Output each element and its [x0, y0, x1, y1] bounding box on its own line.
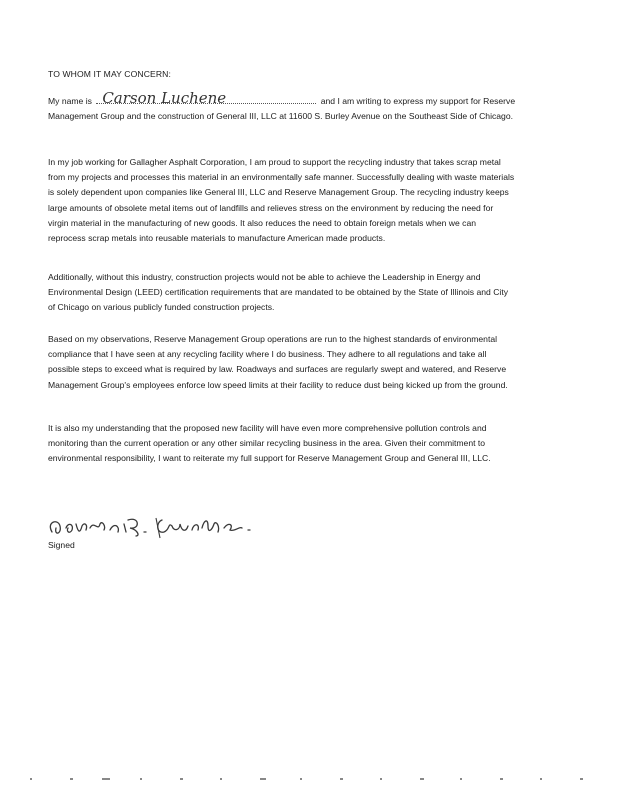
intro-prefix: My name is: [48, 96, 92, 106]
paragraph-understanding: It is also my understanding that the proposed new facility will have even more comprehensive pollution controls and monitoring than the current operation or any other similar recycling business in the area. Given their commitment to environmental responsibility, I want to reiterate my full support for Reserve Management Group and General III, LLC.: [48, 423, 491, 464]
intro-paragraph: [48, 88, 516, 124]
signature-scrawl: [44, 512, 284, 542]
paragraph-observations: Based on my observations, Reserve Management Group operations are run to the highest standards of environmental compliance that I have seen at any recycling facility where I do business. They adhere to all regulations and take all possible steps to exceed what is required by law. Roadways and surfaces are regularly swept and watered, and Reserve Management Group's employees enforce low speed limits at their facility to reduce dust being kicked up from the ground.: [48, 334, 508, 390]
signed-label: Signed: [48, 540, 75, 550]
scan-noise: [30, 775, 590, 783]
intro-suffix: and I am writing to express my support for Reserve Management Group and the construction of General III, LLC at 11600 S. Burley Avenue on the Southeast Side of Chicago.: [48, 96, 516, 122]
paragraph-recycling-support: In my job working for Gallagher Asphalt Corporation, I am proud to support the recycling industry that takes scrap metal from my projects and processes this material in an environmentally safe manner. Successfully dealing with waste materials is solely dependent upon companies like General III, LLC and Reserve Management Group. The recycling industry keeps large amounts of obsolete metal items out of landfills and relieves stress on the environment by reducing the need for virgin material in the manufacturing of new goods. It also reduces the need to obtain foreign metals when we can reprocess scrap metals into reusable materials to manufacture American made products.: [48, 157, 515, 244]
signature: [44, 512, 284, 542]
name-fill-line: [96, 88, 316, 107]
salutation: TO WHOM IT MAY CONCERN:: [48, 69, 171, 79]
handwritten-name: Carson Luchene: [102, 88, 227, 107]
paragraph-leed: Additionally, without this industry, construction projects would not be able to achieve the Leadership in Energy and Environmental Design (LEED) certification requirements that are mandated to be obtained by the State of Illinois and City of Chicago on various publicly funded construction projects.: [48, 272, 509, 313]
